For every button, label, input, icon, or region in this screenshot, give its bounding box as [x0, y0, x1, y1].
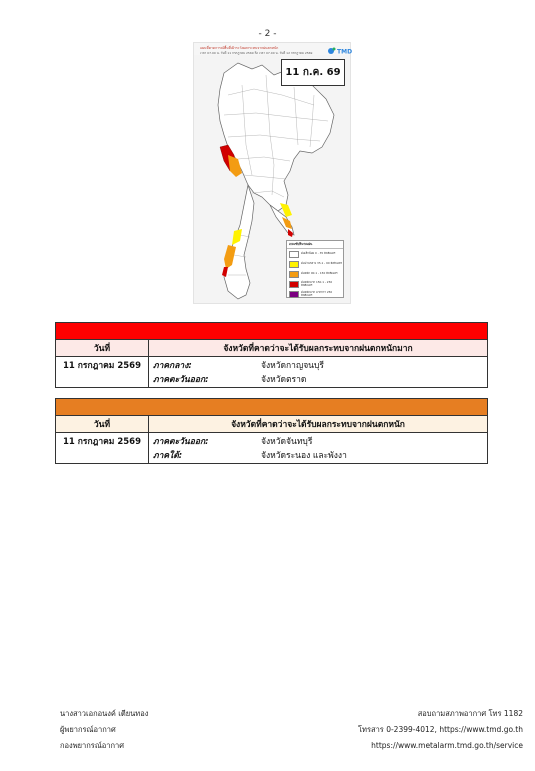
legend-item	[287, 259, 343, 269]
table-row	[56, 357, 488, 388]
legend-label: ฝนหนักมาก 150.1 - 250 มิลลิเมตร	[301, 279, 333, 287]
map-subtitle: เวลา 07.00 น. วันที่ 11 กรกฎาคม 2569 ถึง เวลา 07.00 น. วันที่ 12 กรกฎาคม 2569	[200, 51, 313, 55]
legend-swatch	[289, 251, 299, 258]
region-name: ภาคกลาง:	[153, 361, 192, 371]
forecaster-role: ผู้พยากรณ์อากาศ	[60, 725, 116, 734]
legend-label: ฝนหนัก 90.1 - 150 มิลลิเมตร	[301, 271, 338, 276]
region-list	[149, 357, 488, 388]
legend-item	[287, 269, 343, 279]
forecaster-info	[60, 706, 148, 754]
legend-item	[287, 249, 343, 259]
contact-phone: สอบถามสภาพอากาศ โทร 1182	[417, 709, 523, 718]
legend-swatch	[289, 281, 299, 288]
region-line	[153, 358, 483, 372]
row-date: 11 กรกฎาคม 2569	[56, 433, 149, 464]
region-name: ภาคตะวันออก:	[153, 375, 209, 385]
legend-label: ฝนหนักมาก มากกว่า 250 มิลลิเมตร	[301, 289, 333, 297]
contact-service-link[interactable]: https://www.metalarm.tmd.go.th/service	[371, 741, 523, 750]
region-line	[153, 448, 483, 462]
very-heavy-rain-table	[55, 322, 488, 388]
region-name: ภาคใต้:	[153, 451, 183, 461]
table-header	[56, 340, 488, 357]
header-provinces: จังหวัดที่คาดว่าจะได้รับผลกระทบจากฝนตกหนักมาก	[149, 340, 488, 357]
region-line	[153, 434, 483, 448]
heavy-band	[56, 399, 488, 416]
header-provinces: จังหวัดที่คาดว่าจะได้รับผลกระทบจากฝนตกหนัก	[149, 416, 488, 433]
legend-swatch	[289, 271, 299, 278]
forecaster-division: กองพยากรณ์อากาศ	[60, 741, 125, 750]
region-name: ภาคตะวันออก:	[153, 437, 209, 447]
province-name: จังหวัดระนอง และพังงา	[261, 451, 347, 461]
province-name: จังหวัดตราด	[261, 375, 307, 385]
legend-title: เกณฑ์ปริมาณฝน	[287, 241, 343, 249]
row-date: 11 กรกฎาคม 2569	[56, 357, 149, 388]
province-name: จังหวัดกาญจนบุรี	[261, 361, 324, 371]
map-title: แผนที่คาดการณ์พื้นที่เฝ้าระวังผลกระทบจากฝนตกหนัก	[200, 46, 279, 50]
region-list	[149, 433, 488, 464]
legend-item	[287, 289, 343, 299]
heavy-rain-table	[55, 398, 488, 464]
table-row	[56, 433, 488, 464]
region-line	[153, 372, 483, 386]
very-heavy-band	[56, 323, 488, 340]
forecaster-name: นางสาวเอกอนงค์ เตียนทอง	[60, 709, 149, 718]
legend-swatch	[289, 291, 299, 298]
table-header	[56, 416, 488, 433]
legend-label: ฝนเล็กน้อย 0 - 35 มิลลิเมตร	[301, 251, 336, 256]
province-name: จังหวัดจันทบุรี	[261, 437, 313, 447]
rain-legend	[286, 240, 344, 298]
page-number: - 2 -	[258, 29, 277, 39]
tmd-logo-text: TMD	[337, 48, 353, 56]
legend-swatch	[289, 261, 299, 268]
legend-item	[287, 279, 343, 289]
contact-info	[358, 706, 523, 754]
header-date: วันที่	[56, 340, 149, 357]
header-date: วันที่	[56, 416, 149, 433]
contact-fax-website[interactable]: โทรสาร 0-2399-4012, https://www.tmd.go.th	[358, 725, 523, 734]
legend-label: ฝนปานกลาง 35.1 - 90 มิลลิเมตร	[301, 261, 342, 266]
forecast-date-label: 11 ก.ค. 69	[281, 59, 345, 86]
